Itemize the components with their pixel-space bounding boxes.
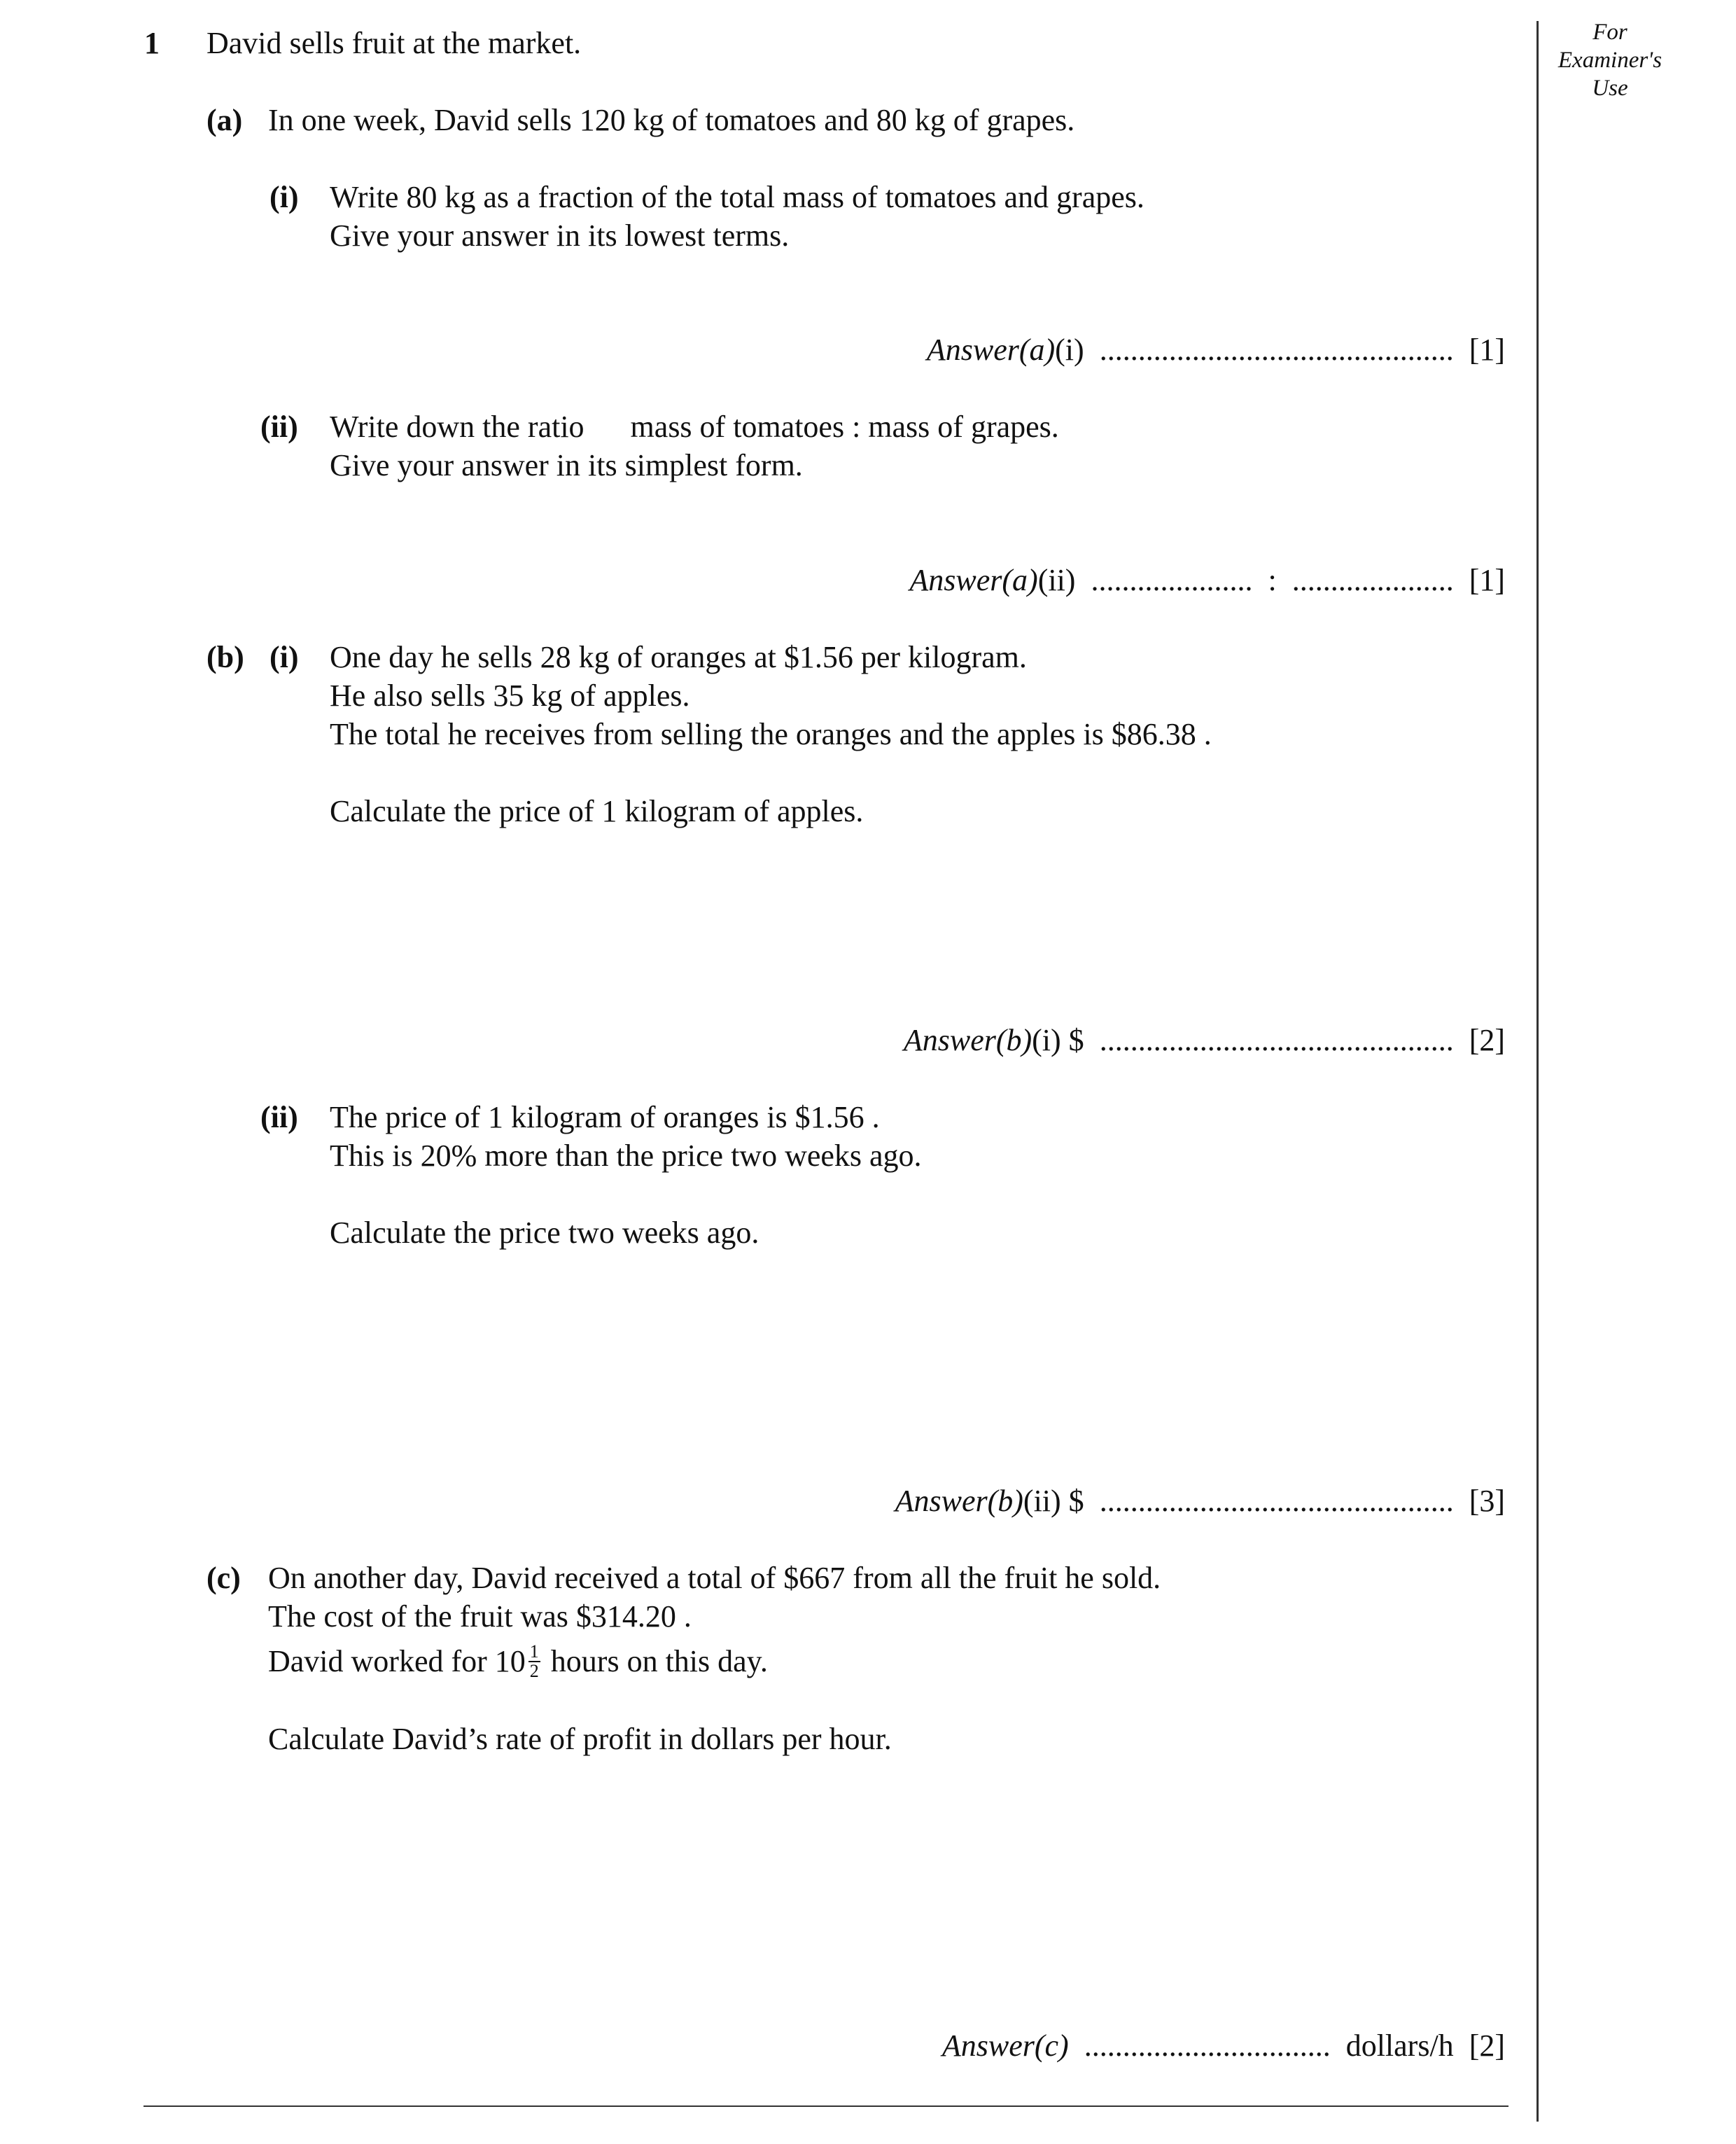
answer-a-ii-label: Answer(a) (909, 563, 1038, 597)
part-b-ii-label: (ii) (260, 1100, 298, 1134)
answer-c (942, 2026, 1505, 2066)
part-a-label: (a) (206, 103, 243, 137)
answer-b-ii (895, 1482, 1505, 1521)
examiner-margin-rule (1536, 21, 1539, 2122)
question-intro: David sells fruit at the market. (206, 26, 582, 60)
answer-c-label: Answer(c) (941, 2028, 1069, 2063)
mixed-fraction-half (528, 1643, 540, 1680)
answer-b-i (904, 1021, 1505, 1060)
part-a-text: In one week, David sells 120 kg of tomatoes and 80 kg of grapes. (268, 103, 1075, 137)
answer-a-ii-dots-left[interactable]: ..................... (1091, 563, 1253, 597)
answer-a-i-marks: [1] (1469, 333, 1505, 367)
answer-a-ii (909, 561, 1505, 600)
fraction-denominator: 2 (529, 1660, 539, 1681)
answer-a-i-dots[interactable]: .............................................. (1099, 333, 1454, 367)
examiner-label-line: Examiner's (1558, 48, 1662, 73)
part-b-ii-instruction: Calculate the price two weeks ago. (330, 1216, 760, 1250)
examiner-label-line: For (1592, 20, 1628, 45)
part-b-label: (b) (206, 640, 244, 674)
answer-b-ii-sublabel: (ii) $ (1023, 1484, 1084, 1518)
answer-b-i-label: Answer(b) (903, 1023, 1032, 1057)
part-b-i-line: The total he receives from selling the oranges and the apples is $86.38 . (330, 717, 1212, 751)
answer-b-i-marks: [2] (1469, 1023, 1505, 1057)
part-b-i-instruction: Calculate the price of 1 kilogram of apples. (330, 794, 864, 828)
part-c-label: (c) (206, 1561, 241, 1595)
page-bottom-rule (144, 2105, 1508, 2107)
answer-a-i-label: Answer(a) (926, 333, 1056, 367)
part-a-i-line: Give your answer in its lowest terms. (330, 218, 790, 253)
answer-c-unit: dollars/h (1345, 2028, 1454, 2063)
part-b-i-line: One day he sells 28 kg of oranges at $1.56 per kilogram. (330, 640, 1027, 674)
part-b-i-label: (i) (270, 640, 299, 674)
answer-a-ii-dots-right[interactable]: ..................... (1292, 563, 1454, 597)
answer-a-ii-marks: [1] (1469, 563, 1505, 597)
examiner-use-label (1544, 18, 1676, 102)
answer-b-ii-marks: [3] (1469, 1484, 1505, 1518)
answer-b-i-sublabel: (i) $ (1032, 1023, 1084, 1057)
answer-c-marks: [2] (1469, 2028, 1505, 2063)
part-a-i-label: (i) (270, 180, 299, 214)
answer-c-dots[interactable]: ................................ (1084, 2028, 1331, 2063)
part-c-line-hours (268, 1642, 768, 1683)
part-a-i-line: Write 80 kg as a fraction of the total mass of tomatoes and grapes. (330, 180, 1144, 214)
part-b-i-line: He also sells 35 kg of apples. (330, 678, 690, 713)
answer-b-ii-label: Answer(b) (895, 1484, 1023, 1518)
part-a-ii-line: Write down the ratio mass of tomatoes : mass of grapes. (330, 410, 1059, 444)
examiner-label-line: Use (1592, 76, 1628, 101)
part-c-hours-after: hours on this day. (550, 1644, 768, 1678)
answer-a-ii-sublabel: (ii) (1037, 563, 1076, 597)
answer-b-i-dots[interactable]: .............................................. (1099, 1023, 1454, 1057)
part-c-line: On another day, David received a total of $667 from all the fruit he sold. (268, 1561, 1161, 1595)
answer-a-i-sublabel: (i) (1055, 333, 1084, 367)
answer-b-ii-dots[interactable]: .............................................. (1099, 1484, 1454, 1518)
part-a-ii-line: Give your answer in its simplest form. (330, 448, 803, 482)
part-c-instruction: Calculate David’s rate of profit in dollars per hour. (268, 1722, 892, 1756)
part-a-ii-label: (ii) (260, 410, 298, 444)
part-b-ii-line: The price of 1 kilogram of oranges is $1.56 . (330, 1100, 880, 1134)
question-number: 1 (144, 26, 160, 60)
part-c-line: The cost of the fruit was $314.20 . (268, 1599, 692, 1634)
fraction-numerator: 1 (529, 1641, 539, 1662)
part-b-ii-line: This is 20% more than the price two weeks ago. (330, 1139, 922, 1173)
answer-a-ii-colon: : (1268, 563, 1277, 597)
part-c-hours-before: David worked for 10 (268, 1644, 526, 1678)
answer-a-i (927, 330, 1505, 370)
